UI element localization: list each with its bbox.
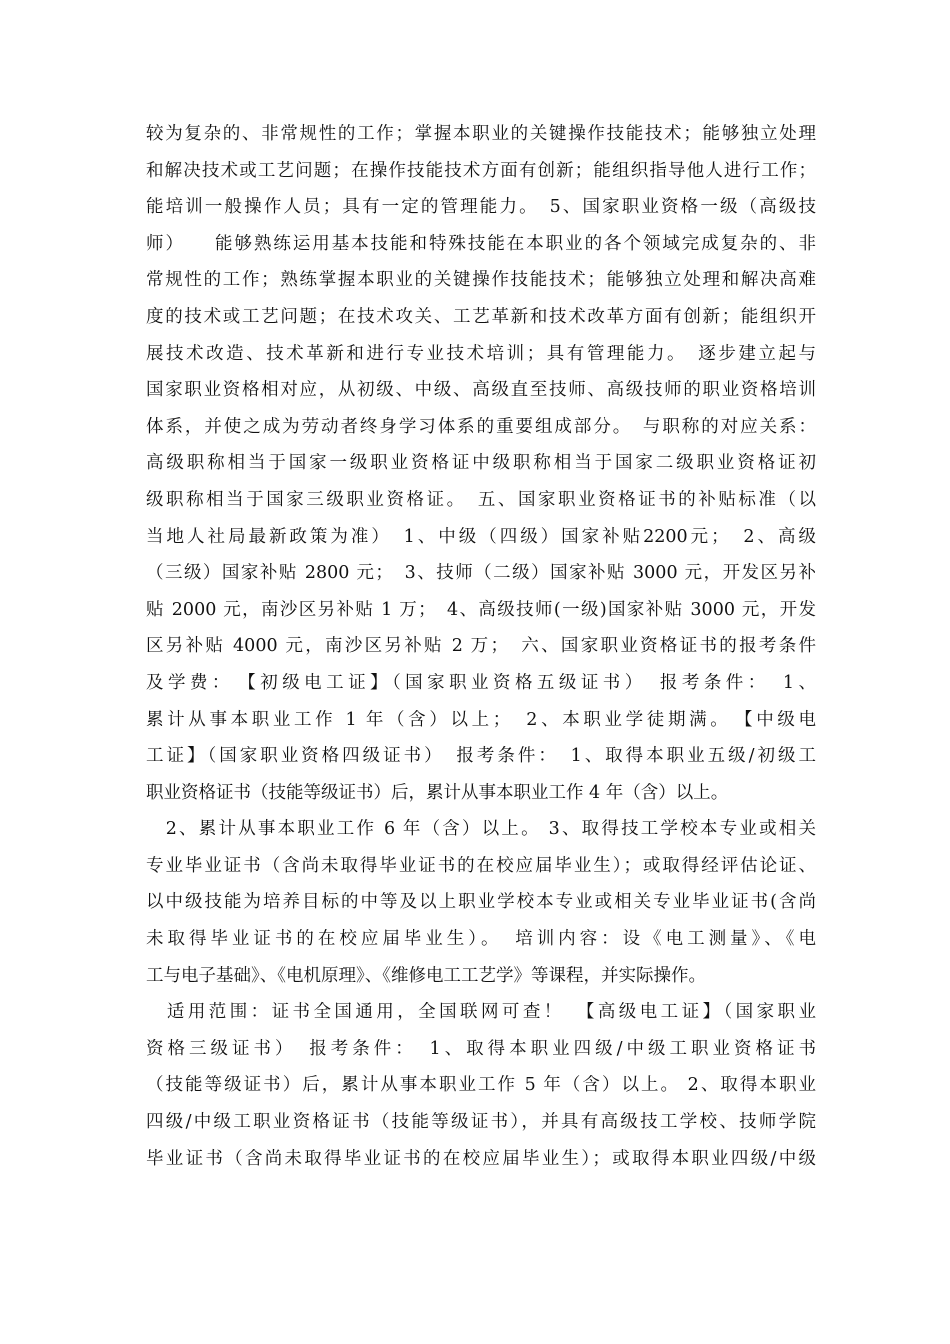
text-line: 高级职称相当于国家一级职业资格证中级职称相当于国家二级职业资格证初 [146, 453, 816, 474]
text-line: 毕业证书（含尚未取得毕业证书的在校应届毕业生）；或取得本职业四级/中级 [146, 1148, 816, 1169]
text-line: 展技术改造、技术革新和进行专业技术培训；具有管理能力。 逐步建立起与 [146, 343, 816, 364]
text-line: 工证】（国家职业资格四级证书） 报考条件： 1、取得本职业五级/初级工 [146, 746, 816, 767]
text-line: 度的技术或工艺问题；在技术攻关、工艺革新和技术改革方面有创新；能组织开 [146, 306, 816, 327]
text-line: 当地人社局最新政策为准） 1、中级（四级）国家补贴2200元； 2、高级 [146, 526, 816, 547]
text-line: 以中级技能为培养目标的中等及以上职业学校本专业或相关专业毕业证书(含尚 [146, 892, 816, 913]
text-line: 常规性的工作；熟练掌握本职业的关键操作技能技术；能够独立处理和解决高难 [146, 270, 816, 291]
body-text [146, 116, 816, 1177]
text-line: 资格三级证书） 报考条件： 1、取得本职业四级/中级工职业资格证书 [146, 1038, 816, 1059]
text-line: 2、累计从事本职业工作 6 年（含）以上。 3、取得技工学校本专业或相关 [146, 819, 816, 840]
text-line: 累计从事本职业工作 1 年（含）以上； 2、本职业学徒期满。 【中级电 [146, 709, 816, 730]
text-line: （三级）国家补贴 2800 元； 3、技师（二级）国家补贴 3000 元，开发区另补 [146, 563, 816, 584]
text-line: 国家职业资格相对应，从初级、中级、高级直至技师、高级技师的职业资格培训 [146, 380, 816, 401]
text-line: 能培训一般操作人员；具有一定的管理能力。 5、国家职业资格一级（高级技 [146, 197, 816, 218]
text-line: 职业资格证书（技能等级证书）后，累计从事本职业工作 4 年（含）以上。 [146, 782, 729, 803]
text-line: 级职称相当于国家三级职业资格证。 五、国家职业资格证书的补贴标准（以 [146, 489, 816, 510]
text-line: 专业毕业证书（含尚未取得毕业证书的在校应届毕业生）；或取得经评估论证、 [146, 855, 816, 876]
text-line: 和解决技术或工艺问题；在操作技能技术方面有创新；能组织指导他人进行工作； [146, 160, 816, 181]
text-line: （技能等级证书）后，累计从事本职业工作 5 年（含）以上。 2、取得本职业 [146, 1075, 816, 1096]
text-line: 及学费： 【初级电工证】（国家职业资格五级证书） 报考条件： 1、 [146, 672, 816, 693]
text-line: 师） 能够熟练运用基本技能和特殊技能在本职业的各个领域完成复杂的、非 [146, 233, 816, 254]
text-line: 区另补贴 4000 元，南沙区另补贴 2 万； 六、国家职业资格证书的报考条件 [146, 636, 816, 657]
text-line: 较为复杂的、非常规性的工作；掌握本职业的关键操作技能技术；能够独立处理 [146, 124, 816, 144]
text-line: 四级/中级工职业资格证书（技能等级证书），并具有高级技工学校、技师学院 [146, 1112, 816, 1133]
text-line: 体系，并使之成为劳动者终身学习体系的重要组成部分。 与职称的对应关系： [146, 416, 816, 437]
text-line: 适用范围：证书全国通用，全国联网可查！ 【高级电工证】（国家职业 [146, 1002, 816, 1023]
text-line: 工与电子基础》、《电机原理》、《维修电工工艺学》等课程，并实际操作。 [146, 965, 706, 986]
text-line: 贴 2000 元，南沙区另补贴 1 万； 4、高级技师(一级)国家补贴 3000 元，开发 [146, 599, 816, 620]
text-line: 未取得毕业证书的在校应届毕业生）。 培训内容：设《电工测量》、《电 [146, 929, 816, 950]
